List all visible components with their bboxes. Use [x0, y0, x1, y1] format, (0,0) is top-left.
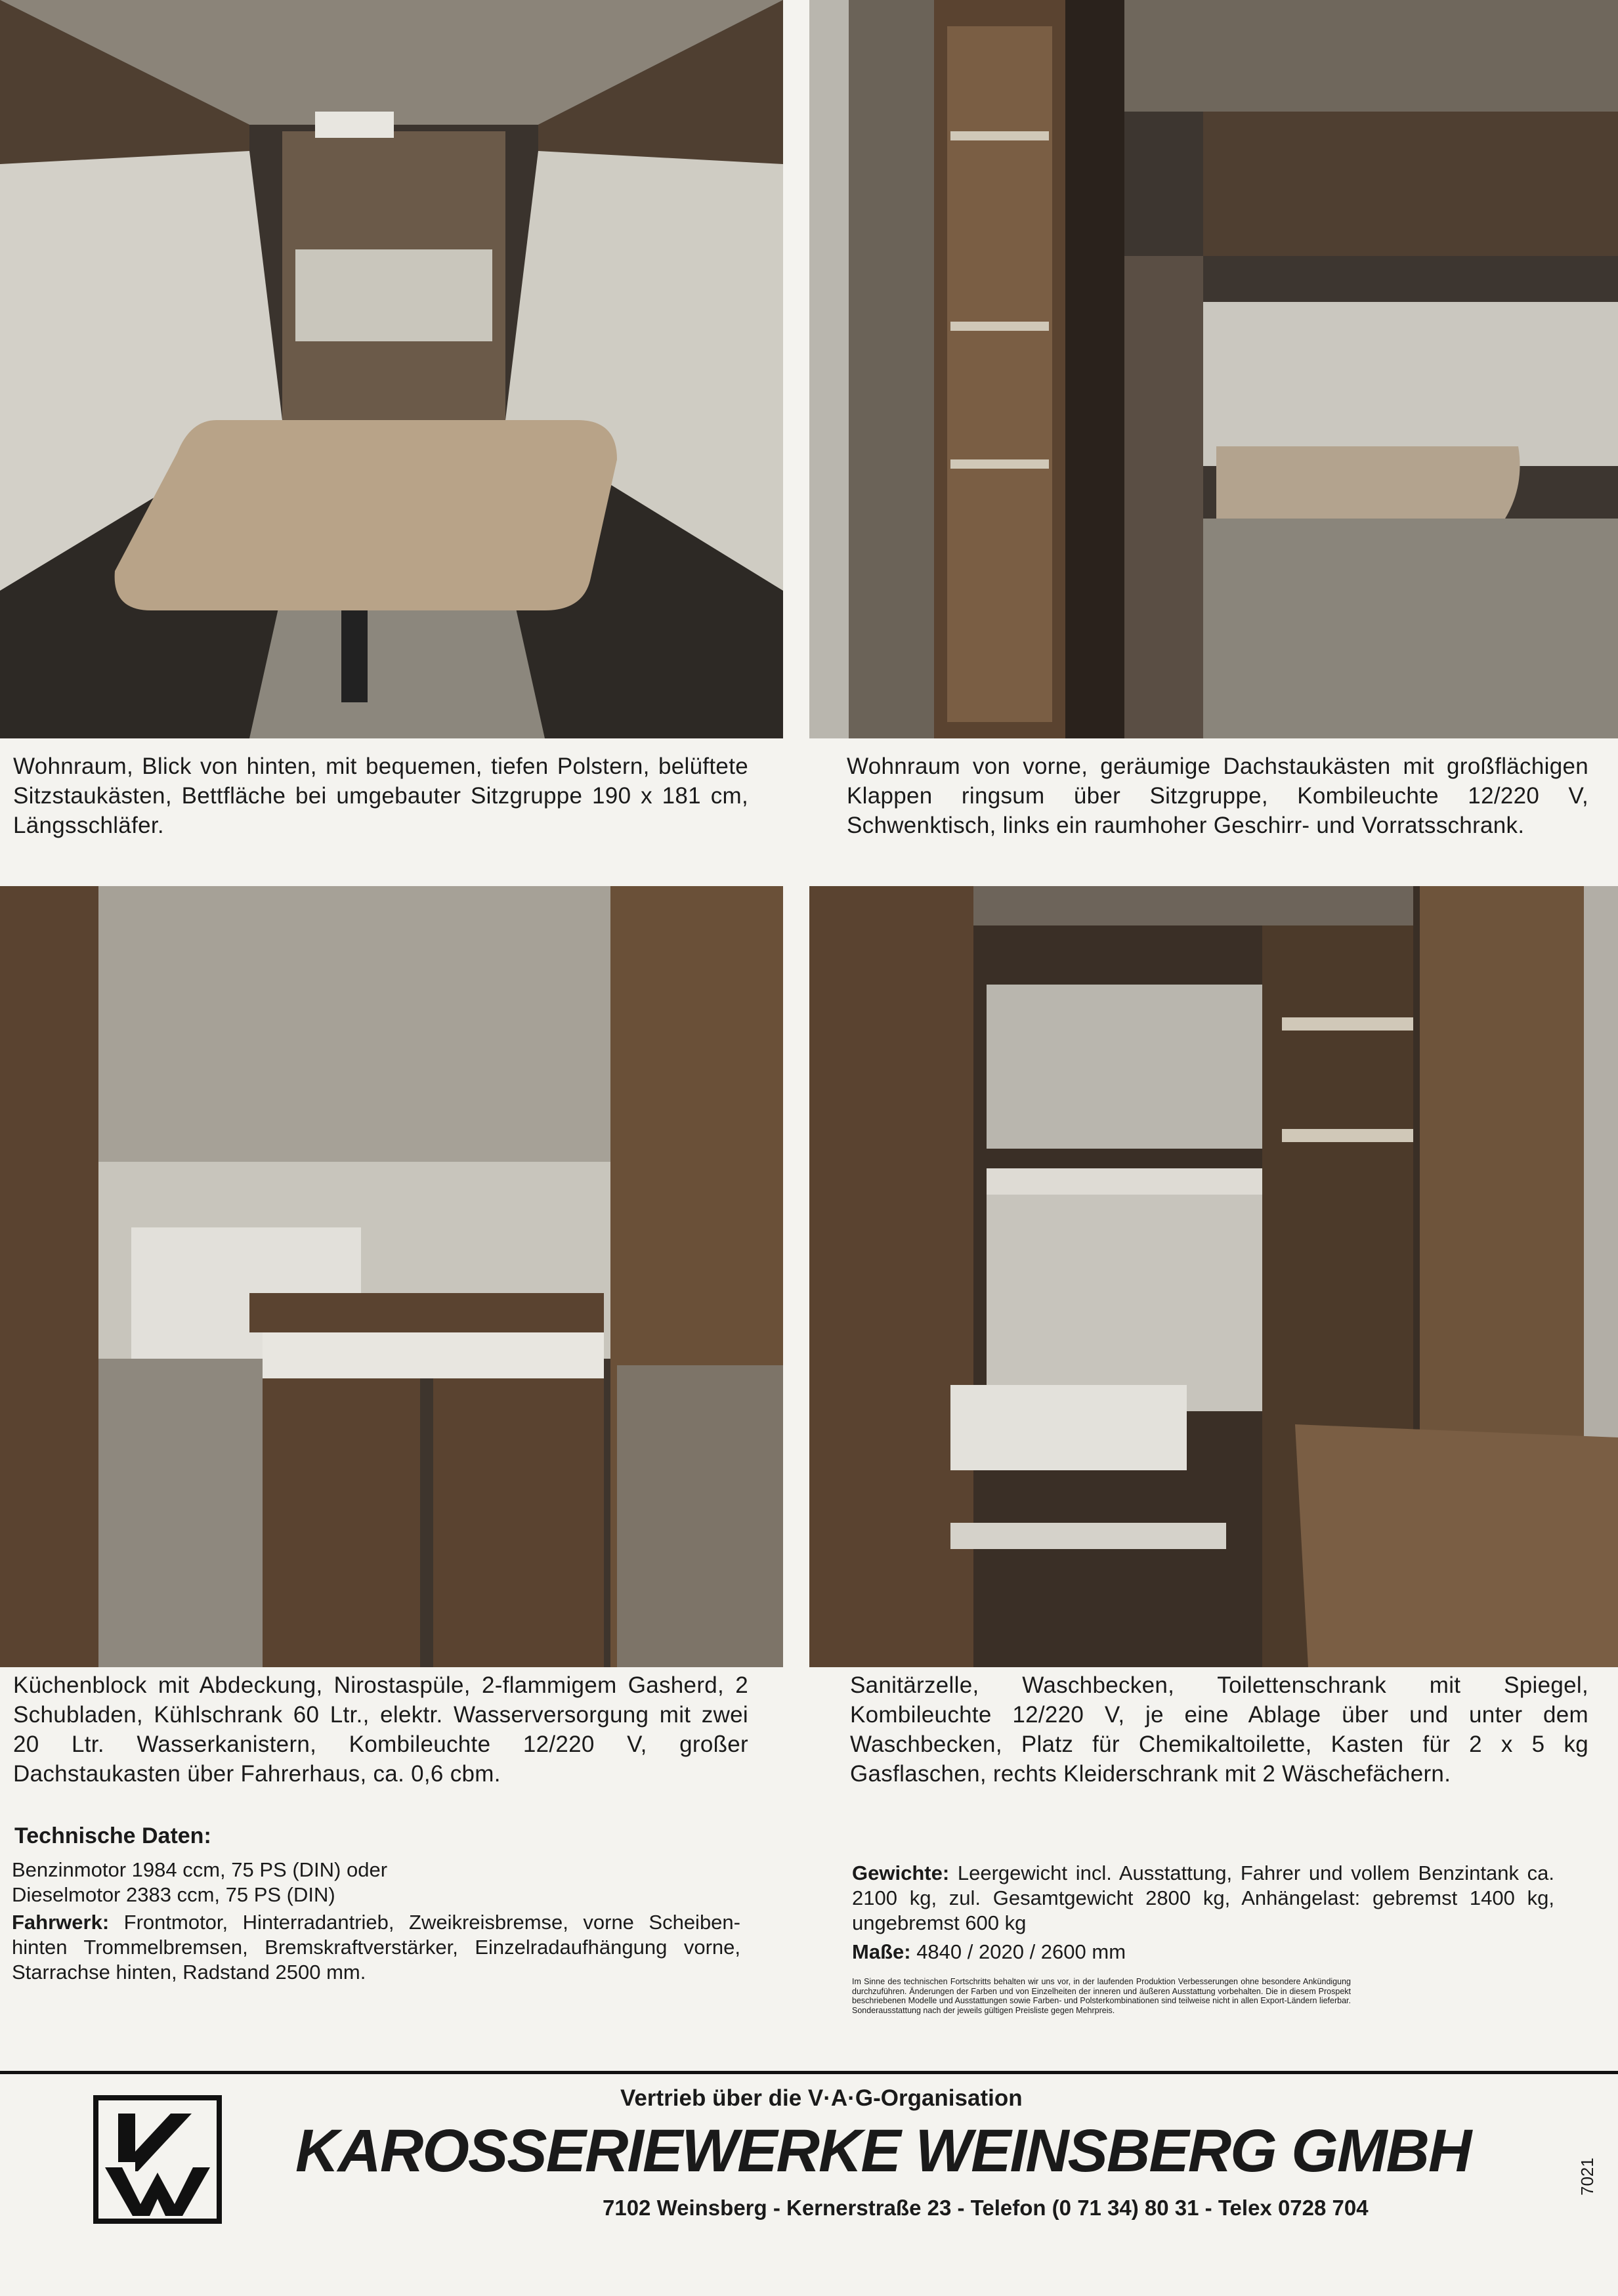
chassis-text: Frontmotor, Hinterradantrieb, Zweikreisbremse, vorne Scheiben- hinten Trommelbremsen, Bremskraftverstärker, Einzelradaufhängung vorne, Starrachse hinten, Radstand 2500 mm. [12, 1911, 740, 1984]
distribution-note: Vertrieb über die V·A·G-Organisation [620, 2085, 1023, 2111]
photo-kitchen-block [0, 886, 783, 1667]
caption-sanitary-cell: Sanitärzelle, Waschbecken, Toilettenschrank mit Spiegel, Kombileuchte 12/220 V, je eine Ablage über und unter dem Waschbecken, Platz für Chemikaltoilette, Kasten für 2 x 5 kg Gasflaschen, rechts Kleiderschrank mit 2 Wäschefächern. [850, 1672, 1588, 1787]
fine-print: Im Sinne des technischen Fortschritts behalten wir uns vor, in der laufenden Produktion Verbesserungen ohne besondere Ankündigung durchzuführen. Änderungen der Farben und von Einzelheiten der inneren und äußeren Ausstattung vorbehalten. Die in diesem Prospekt beschriebenen Modelle und Ausstattungen sowie Farben- und Polsterkombinationen sind teilweise nicht in allen Export-Ländern lieferbar. Sonderausstattung nach der jeweils gültigen Preisliste gegen Mehrpreis. [852, 1977, 1351, 2015]
document-code: 7021 [1577, 2158, 1597, 2196]
chassis-label: Fahrwerk: [12, 1911, 110, 1934]
company-name: KAROSSERIEWERKE WEINSBERG GMBH [295, 2117, 1471, 2184]
caption-kitchen-block: Küchenblock mit Abdeckung, Nirostaspüle, 2-flammigem Gasherd, 2 Schubladen, Kühlschrank 60 Ltr., elektr. Wasserversorgung mit zwei 20 Ltr. Wasserkanistern, Kombileuchte 12/220 V, großer Dachstaukasten über Fahrerhaus, ca. 0,6 cbm. [13, 1672, 748, 1787]
dimensions-text: 4840 / 2020 / 2600 mm [910, 1940, 1126, 1963]
photo-sanitary-cell [809, 886, 1618, 1667]
weinsberg-logo [92, 2094, 223, 2225]
footer-divider [0, 2071, 1618, 2074]
engine-petrol: Benzinmotor 1984 ccm, 75 PS (DIN) oder [12, 1858, 388, 1881]
photo-living-room-front-view [809, 0, 1618, 738]
engine-diesel: Dieselmotor 2383 ccm, 75 PS (DIN) [12, 1883, 335, 1906]
weights-spec [852, 1861, 1554, 1936]
caption-living-room-front: Wohnraum von vorne, geräumige Dachstaukästen mit großflächigen Klappen ringsum über Sitzgruppe, Kombileuchte 12/220 V, Schwenktisch, links ein raumhoher Geschirr- und Vorratsschrank. [847, 754, 1588, 838]
technical-title: Technische Daten: [14, 1823, 211, 1848]
weights-text: Leergewicht incl. Ausstattung, Fahrer und vollem Benzintank ca. 2100 kg, zul. Gesamtgewicht 2800 kg, Anhängelast: gebremst 1400 kg, ungebremst 600 kg [852, 1861, 1554, 1934]
caption-living-room-rear: Wohnraum, Blick von hinten, mit bequemen, tiefen Polstern, belüftete Sitzstaukästen, Bettfläche bei umgebauter Sitzgruppe 190 x 181 cm, Längsschläfer. [13, 754, 748, 838]
weights-label: Gewichte: [852, 1861, 950, 1884]
dimensions-spec [852, 1940, 1126, 1965]
dimensions-label: Maße: [852, 1940, 911, 1963]
photo-living-room-rear-view [0, 0, 783, 738]
company-address: 7102 Weinsberg - Kernerstraße 23 - Telefon (0 71 34) 80 31 - Telex 0728 704 [603, 2196, 1369, 2220]
chassis-spec [12, 1910, 740, 1985]
